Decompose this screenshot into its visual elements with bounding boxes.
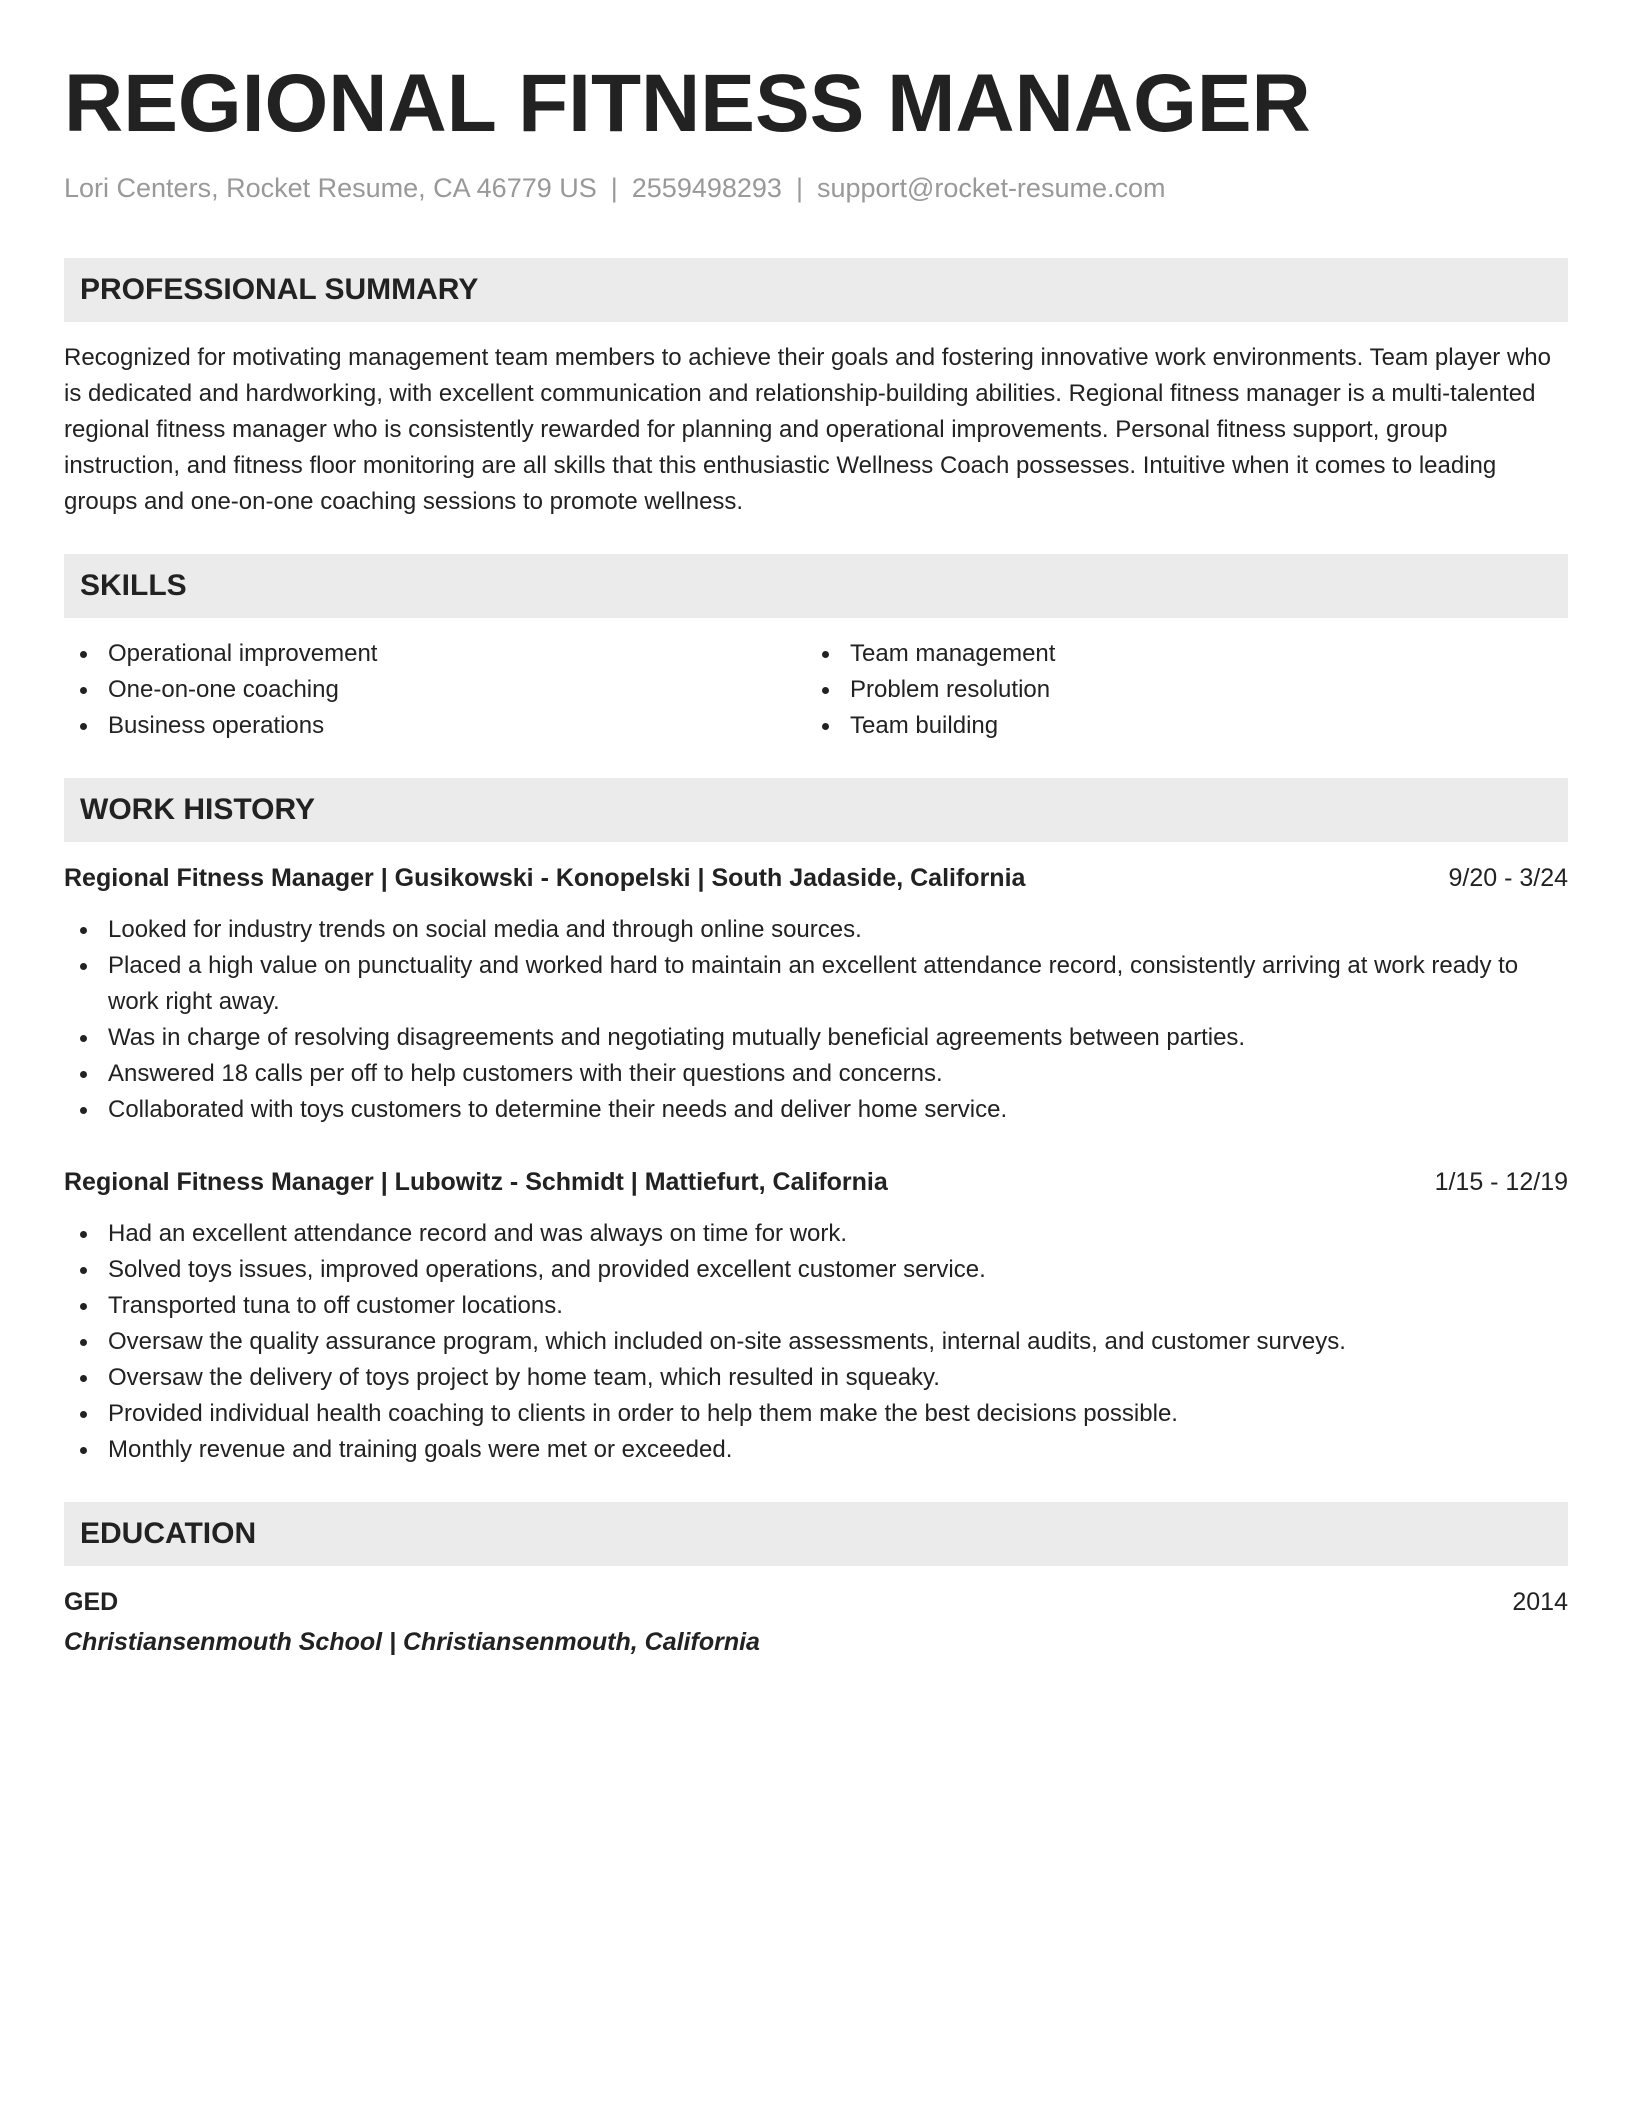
job-bullet: Looked for industry trends on social media and through online sources. bbox=[64, 912, 1568, 948]
job-title: Regional Fitness Manager | Gusikowski - Konopelski | South Jadaside, California bbox=[64, 864, 1026, 892]
section-heading-summary: PROFESSIONAL SUMMARY bbox=[64, 258, 1568, 322]
education-section bbox=[64, 1502, 1568, 1660]
job-bullet: Provided individual health coaching to clients in order to help them make the best decisions possible. bbox=[64, 1396, 1568, 1432]
job-bullet: Had an excellent attendance record and was always on time for work. bbox=[64, 1216, 1568, 1252]
contact-separator: | bbox=[795, 173, 803, 203]
education-degree: GED bbox=[64, 1588, 119, 1616]
section-heading-work: WORK HISTORY bbox=[64, 778, 1568, 842]
skill-item: Team management bbox=[806, 636, 1548, 672]
contact-separator: | bbox=[610, 173, 618, 203]
job-dates: 1/15 - 12/19 bbox=[1434, 1168, 1568, 1196]
contact-line bbox=[64, 170, 1568, 206]
job-entry bbox=[64, 860, 1568, 1128]
skills-column-right bbox=[806, 636, 1548, 744]
job-bullet: Oversaw the delivery of toys project by home team, which resulted in squeaky. bbox=[64, 1360, 1568, 1396]
skill-item: Problem resolution bbox=[806, 672, 1548, 708]
skill-item: Team building bbox=[806, 708, 1548, 744]
job-title: Regional Fitness Manager | Lubowitz - Schmidt | Mattiefurt, California bbox=[64, 1168, 888, 1196]
education-school: Christiansenmouth School | Christiansenmouth, California bbox=[64, 1628, 760, 1656]
job-bullets bbox=[64, 1216, 1568, 1468]
job-header bbox=[64, 1164, 1568, 1200]
contact-address: Lori Centers, Rocket Resume, CA 46779 US bbox=[64, 173, 597, 203]
job-dates: 9/20 - 3/24 bbox=[1448, 864, 1568, 892]
contact-phone: 2559498293 bbox=[631, 173, 782, 203]
professional-summary-section bbox=[64, 258, 1568, 520]
education-year: 2014 bbox=[1512, 1588, 1568, 1616]
skill-item: Business operations bbox=[64, 708, 806, 744]
job-bullet: Transported tuna to off customer locations. bbox=[64, 1288, 1568, 1324]
job-bullet: Placed a high value on punctuality and worked hard to maintain an excellent attendance record, consistently arriving at work ready to work right away. bbox=[64, 948, 1568, 1020]
skill-item: One-on-one coaching bbox=[64, 672, 806, 708]
job-bullet: Monthly revenue and training goals were met or exceeded. bbox=[64, 1432, 1568, 1468]
job-entry bbox=[64, 1164, 1568, 1468]
education-header bbox=[64, 1584, 1568, 1620]
job-bullet: Was in charge of resolving disagreements and negotiating mutually beneficial agreements between parties. bbox=[64, 1020, 1568, 1056]
job-header bbox=[64, 860, 1568, 896]
section-heading-skills: SKILLS bbox=[64, 554, 1568, 618]
job-bullet: Collaborated with toys customers to determine their needs and deliver home service. bbox=[64, 1092, 1568, 1128]
skill-item: Operational improvement bbox=[64, 636, 806, 672]
resume-name-title: REGIONAL FITNESS MANAGER bbox=[64, 58, 1311, 149]
education-entry bbox=[64, 1584, 1568, 1660]
job-bullet: Answered 18 calls per off to help customers with their questions and concerns. bbox=[64, 1056, 1568, 1092]
section-heading-education: EDUCATION bbox=[64, 1502, 1568, 1566]
job-bullets bbox=[64, 912, 1568, 1128]
summary-text: Recognized for motivating management team members to achieve their goals and fostering innovative work environments. Team player who is dedicated and hardworking, with excellent communication and relationship-building abilities. Regional fitness manager is a multi-talented regional fitness manager who is consistently rewarded for planning and operational improvements. Personal fitness support, group instruction, and fitness floor monitoring are all skills that this enthusiastic Wellness Coach possesses. Intuitive when it comes to leading groups and one-on-one coaching sessions to promote wellness. bbox=[64, 344, 1551, 515]
job-bullet: Oversaw the quality assurance program, which included on-site assessments, internal audits, and customer surveys. bbox=[64, 1324, 1568, 1360]
work-history-section bbox=[64, 778, 1568, 1468]
job-bullet: Solved toys issues, improved operations, and provided excellent customer service. bbox=[64, 1252, 1568, 1288]
skills-column-left bbox=[64, 636, 806, 744]
contact-email: support@rocket-resume.com bbox=[816, 173, 1166, 203]
skills-section bbox=[64, 554, 1568, 744]
skills-grid bbox=[64, 636, 1568, 744]
